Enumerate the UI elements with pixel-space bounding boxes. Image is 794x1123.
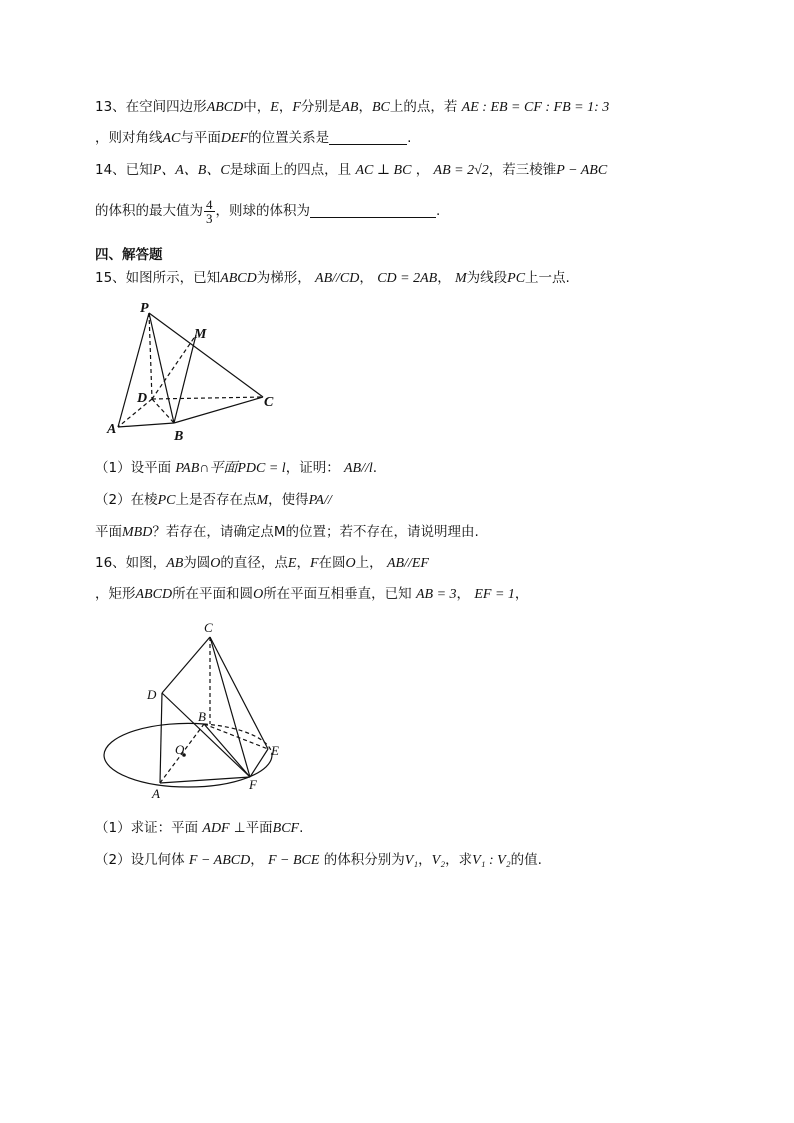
q16-math: V₂ bbox=[431, 853, 446, 868]
q16-intro bbox=[95, 553, 429, 574]
q16-cylinder-figure bbox=[98, 615, 298, 800]
edge-CF bbox=[210, 637, 250, 777]
label-D: D bbox=[137, 391, 148, 406]
q16-text: 为圆 bbox=[183, 555, 211, 571]
q16-line-2 bbox=[95, 584, 528, 605]
q15-math: PC bbox=[157, 493, 176, 508]
q16-text: ，矩形 bbox=[95, 586, 136, 602]
q14-text: . bbox=[436, 203, 441, 219]
label-M: M bbox=[194, 327, 207, 342]
edge-BF bbox=[204, 724, 250, 777]
q13-text: ， bbox=[278, 99, 293, 115]
q15-part-2-cont bbox=[95, 522, 479, 543]
q13-text: 的位置关系是 bbox=[248, 130, 330, 146]
q14-line-1 bbox=[95, 160, 607, 181]
q16-hidden-lines bbox=[160, 637, 268, 783]
q15-text: （1）设平面 bbox=[95, 460, 172, 476]
q15-text: 为线段 bbox=[466, 270, 508, 286]
label-O: O bbox=[175, 742, 185, 757]
edge-BM bbox=[174, 335, 196, 423]
q15-text: 上一点. bbox=[525, 270, 570, 286]
q14-fraction bbox=[204, 198, 215, 225]
q14-frac-num: 4 bbox=[206, 196, 213, 212]
q15-pyramid-figure bbox=[100, 295, 300, 450]
q14-answer-blank[interactable] bbox=[310, 203, 436, 218]
q16-text: 16、如图， bbox=[95, 555, 167, 571]
circle-front-arc bbox=[104, 755, 272, 787]
edge-DA bbox=[160, 693, 162, 783]
q16-text: 上， bbox=[355, 555, 383, 571]
q13-text: ， bbox=[358, 99, 372, 115]
q16-part-1 bbox=[95, 818, 303, 839]
q13-text: 与平面 bbox=[180, 130, 221, 146]
q13-line-1 bbox=[95, 97, 609, 118]
q16-part-2 bbox=[95, 850, 542, 871]
q13-math: AC bbox=[162, 131, 181, 146]
q13-math: AB bbox=[341, 100, 359, 115]
q16-text: 在圆 bbox=[318, 555, 346, 571]
q16-text: ， bbox=[296, 555, 310, 571]
edge-CE bbox=[210, 637, 268, 749]
edge-PA bbox=[118, 313, 149, 427]
q13-math: F bbox=[292, 100, 301, 115]
q13-text: . bbox=[407, 130, 412, 146]
q16-math: O bbox=[210, 556, 221, 571]
q16-text: ， bbox=[456, 586, 471, 602]
q15-math: CD = 2AB bbox=[377, 271, 438, 286]
q16-math: O bbox=[253, 587, 264, 602]
q16-text: ⊥平面 bbox=[233, 820, 273, 836]
q16-text: ， bbox=[514, 586, 529, 602]
edge-PC bbox=[149, 313, 263, 397]
q13-ratio: AE : EB = CF : FB = 1: 3 bbox=[461, 100, 610, 115]
q13-text: ，则对角线 bbox=[95, 130, 163, 146]
q16-math: V₁ : V₂ bbox=[472, 853, 511, 868]
q13-math: E bbox=[270, 100, 279, 115]
edge-DF bbox=[162, 693, 250, 777]
q16-text: . bbox=[299, 820, 304, 836]
q15-text: 平面 bbox=[95, 524, 122, 540]
q14-math: P、A、B、C bbox=[152, 163, 230, 178]
q14-line-2 bbox=[95, 196, 440, 226]
q13-math: BC bbox=[371, 100, 390, 115]
q15-text: . bbox=[372, 460, 378, 476]
edge-CD bbox=[162, 637, 210, 693]
q13-text: 分别是 bbox=[300, 99, 342, 115]
label-B: B bbox=[174, 429, 184, 444]
q13-answer-blank[interactable] bbox=[329, 130, 407, 145]
q14-math: AC ⊥ BC bbox=[355, 163, 412, 178]
q16-math: ADF bbox=[202, 821, 230, 836]
q16-math: AB//EF bbox=[386, 556, 429, 571]
q16-math: E bbox=[287, 556, 297, 571]
q15-part-2 bbox=[95, 490, 332, 511]
q14-text: 14、已知 bbox=[95, 162, 153, 178]
q13-math: DEF bbox=[220, 131, 249, 146]
q13-text: 上的点，若 bbox=[389, 99, 458, 115]
q15-math: AB//CD bbox=[315, 271, 360, 286]
q16-math: F bbox=[309, 556, 319, 571]
q15-math: M bbox=[256, 493, 269, 508]
label-E: E bbox=[271, 743, 279, 758]
q13-text: 中， bbox=[243, 99, 271, 115]
label-A: A bbox=[152, 786, 160, 800]
q13-text: 13、在空间四边形 bbox=[95, 99, 207, 115]
q16-math: BCF bbox=[272, 821, 300, 836]
q15-text: 为梯形， bbox=[256, 270, 311, 286]
q16-text: （1）求证：平面 bbox=[95, 820, 199, 836]
q15-hidden-lines bbox=[118, 313, 263, 427]
edge-PB bbox=[149, 313, 174, 423]
q15-figure-lines bbox=[118, 313, 263, 427]
q14-math: AB = 2√2 bbox=[433, 163, 489, 178]
q16-text: ，求 bbox=[445, 852, 473, 868]
q15-text: ，使得 bbox=[268, 492, 309, 508]
q15-math: AB//l bbox=[344, 461, 373, 476]
q15-math: MBD bbox=[122, 525, 153, 540]
q15-text: （2）在棱 bbox=[95, 492, 158, 508]
q16-math: ABCD bbox=[135, 587, 173, 602]
q13-line-2 bbox=[95, 128, 411, 149]
q15-math: PAB∩平面PDC = l bbox=[175, 461, 286, 476]
q15-math: M bbox=[454, 271, 467, 286]
q15-math: PC bbox=[507, 271, 526, 286]
q16-text: 所在平面互相垂直，已知 bbox=[263, 586, 412, 602]
label-P: P bbox=[140, 301, 149, 316]
q16-math: AB = 3 bbox=[415, 587, 457, 602]
q14-math: P − ABC bbox=[556, 163, 608, 178]
edge-AF bbox=[160, 777, 250, 783]
q16-text: 的值. bbox=[510, 852, 542, 868]
q16-math: V₁ bbox=[404, 853, 419, 868]
label-C: C bbox=[204, 620, 213, 635]
q14-frac-den: 3 bbox=[206, 210, 213, 226]
q16-text: ， bbox=[418, 852, 432, 868]
q16-figure-lines bbox=[104, 637, 272, 787]
q16-math: AB bbox=[166, 556, 184, 571]
q15-part-1 bbox=[95, 458, 377, 479]
q16-math: F − BCE bbox=[268, 853, 320, 868]
edge-DM bbox=[152, 335, 196, 399]
q15-text: ， bbox=[359, 270, 373, 286]
q16-text: ， bbox=[250, 852, 264, 868]
edge-BC bbox=[174, 397, 263, 423]
label-D: D bbox=[147, 687, 157, 702]
section-heading: 四、解答题 bbox=[95, 247, 163, 263]
q14-text: ， bbox=[415, 162, 430, 178]
label-F: F bbox=[249, 777, 257, 792]
q15-math: ABCD bbox=[220, 271, 257, 286]
q16-math: EF = 1 bbox=[474, 587, 515, 602]
q15-text: 15、如图所示，已知 bbox=[95, 270, 221, 286]
circle-back-right-arc bbox=[204, 724, 272, 755]
q16-math: F − ABCD bbox=[188, 853, 251, 868]
q15-text: ，证明： bbox=[285, 460, 340, 476]
q15-text: 上是否存在点 bbox=[175, 492, 257, 508]
q14-text: 是球面上的四点，且 bbox=[229, 162, 352, 178]
q15-intro bbox=[95, 268, 570, 289]
circle-back-left-arc bbox=[104, 723, 204, 755]
q16-text: （2）设几何体 bbox=[95, 852, 185, 868]
label-B: B bbox=[198, 709, 206, 724]
q15-text: ？若存在，请确定点M的位置；若不存在，请说明理由. bbox=[152, 524, 479, 540]
q14-text: 的体积的最大值为 bbox=[95, 203, 203, 219]
label-C: C bbox=[264, 395, 274, 410]
q14-text: ，则球的体积为 bbox=[215, 203, 310, 219]
label-A: A bbox=[107, 422, 117, 437]
q16-text: 的直径，点 bbox=[220, 555, 288, 571]
q16-math: O bbox=[345, 556, 356, 571]
q14-text: ，若三棱锥 bbox=[488, 162, 557, 178]
edge-AB bbox=[118, 423, 174, 427]
q16-text: 的体积分别为 bbox=[323, 852, 405, 868]
q15-text: ， bbox=[437, 270, 451, 286]
q15-math: PA// bbox=[308, 493, 332, 508]
q16-text: 所在平面和圆 bbox=[172, 586, 254, 602]
q13-math: ABCD bbox=[206, 100, 244, 115]
